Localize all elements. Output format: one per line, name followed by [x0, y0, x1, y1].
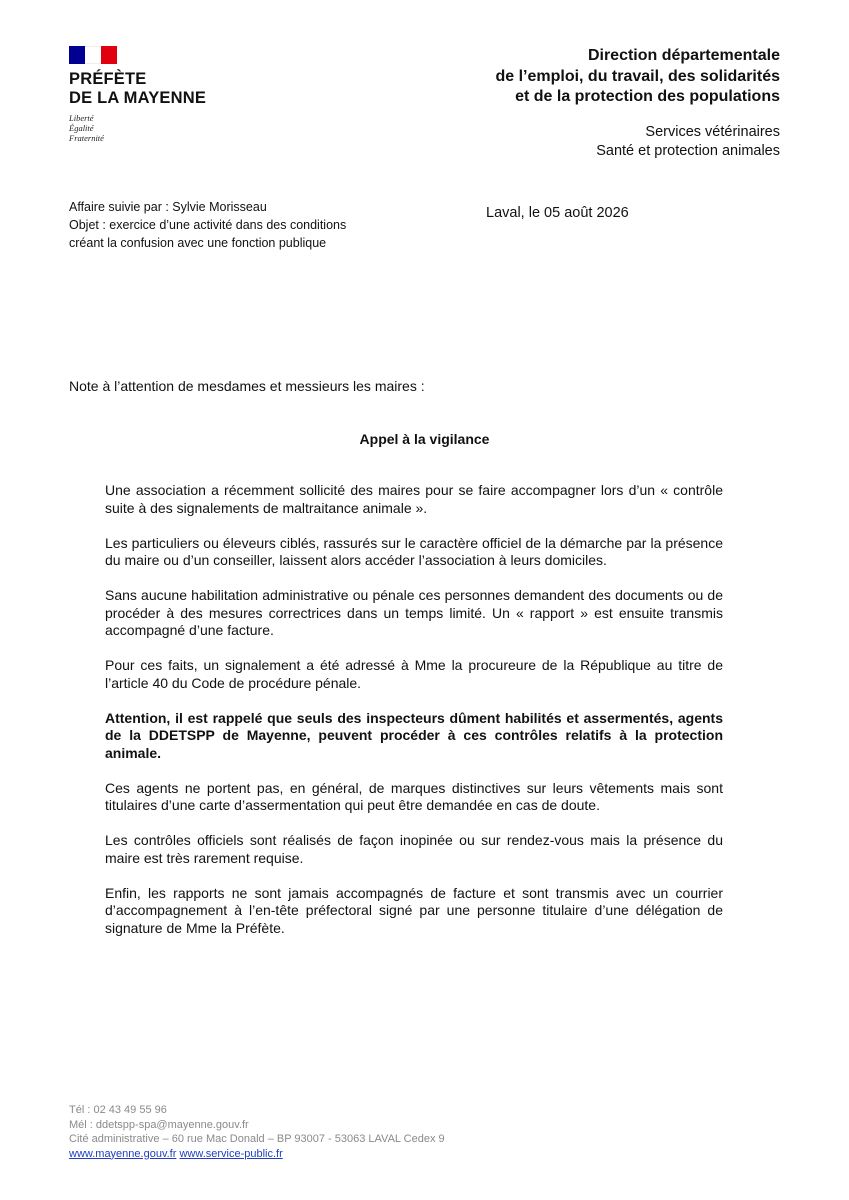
- footer-contact: [69, 1103, 445, 1161]
- direction-title: [495, 46, 780, 108]
- service-line2: Santé et protection animales: [596, 143, 780, 159]
- prefecture-name-line2: DE LA MAYENNE: [69, 89, 207, 107]
- direction-line1: Direction départementale: [587, 47, 780, 64]
- flag-white-band: [85, 46, 101, 64]
- paragraph: Pour ces faits, un signalement a été adressé à Mme la procureure de la République au titre de l’article 40 du Code de procédure pénale.: [105, 657, 723, 691]
- paragraph: Une association a récemment sollicité des maires pour se faire accompagner lors d’un « contrôle suite à des signalements de maltraitance animale ».: [105, 482, 723, 516]
- paragraph: Les contrôles officiels sont réalisés de façon inopinée ou sur rendez-vous mais la présence du maire est très rarement requise.: [105, 832, 723, 866]
- footer-links: [69, 1147, 445, 1162]
- reference-block: [69, 198, 346, 252]
- service-line1: Services vétérinaires: [645, 124, 780, 140]
- link-service-public[interactable]: www.service-public.fr: [179, 1147, 283, 1160]
- direction-line2: de l’emploi, du travail, des solidarités: [495, 67, 780, 85]
- motto-egalite: Égalité: [69, 123, 94, 133]
- french-flag-icon: [69, 46, 117, 64]
- republic-motto: [69, 113, 206, 143]
- paragraph: Ces agents ne portent pas, en général, de marques distinctives sur leurs vêtements mais sont titulaires d’une carte d’assermentation qui peut être demandée en cas de doute.: [105, 779, 723, 813]
- objet-line2: créant la confusion avec une fonction publique: [69, 236, 327, 250]
- prefecture-name: [69, 70, 206, 108]
- motto-liberte: Liberté: [69, 113, 94, 123]
- paragraph: Les particuliers ou éleveurs ciblés, rassurés sur le caractère officiel de la démarche par la présence du maire ou d’un conseiller, laissent alors accéder l’association à leurs domiciles.: [105, 534, 723, 568]
- objet-line1: Objet : exercice d’une activité dans des conditions: [69, 218, 347, 232]
- letter-salutation: Note à l’attention de mesdames et messieurs les maires :: [69, 378, 425, 394]
- letter-heading: Appel à la vigilance: [359, 431, 490, 447]
- footer-phone: Tél : 02 43 49 55 96: [69, 1104, 167, 1116]
- motto-fraternite: Fraternité: [69, 133, 104, 143]
- service-name: [596, 123, 780, 161]
- footer-email: Mél : ddetspp-spa@mayenne.gouv.fr: [69, 1118, 249, 1131]
- affaire-suivie: Affaire suivie par : Sylvie Morisseau: [69, 200, 267, 214]
- letter-body: [105, 482, 723, 955]
- prefecture-logo: [69, 46, 206, 143]
- flag-blue-band: [69, 46, 85, 64]
- warning-paragraph: Attention, il est rappelé que seuls des inspecteurs dûment habilités et assermentés, agents de la DDETSPP de Mayenne, peuvent procéder à ces contrôles relatifs à la protection animale.: [105, 709, 723, 761]
- prefecture-name-line1: PRÉFÈTE: [69, 70, 147, 88]
- link-mayenne-gouv[interactable]: www.mayenne.gouv.fr: [69, 1147, 177, 1160]
- footer-address: Cité administrative – 60 rue Mac Donald – BP 93007 - 53063 LAVAL Cedex 9: [69, 1133, 445, 1145]
- flag-red-band: [101, 46, 117, 64]
- paragraph: Enfin, les rapports ne sont jamais accompagnés de facture et sont transmis avec un courrier d’accompagnement à l’en-tête préfectoral signé par une personne titulaire d’une délégation de signature de Mme la Préfète.: [105, 884, 723, 936]
- letter-date: Laval, le 05 août 2026: [486, 205, 629, 221]
- direction-line3: et de la protection des populations: [515, 88, 780, 105]
- paragraph: Sans aucune habilitation administrative ou pénale ces personnes demandent des documents ou de procéder à des mesures correctrices dans un temps limité. Un « rapport » est ensuite transmis accompagné d’une facture.: [105, 587, 723, 638]
